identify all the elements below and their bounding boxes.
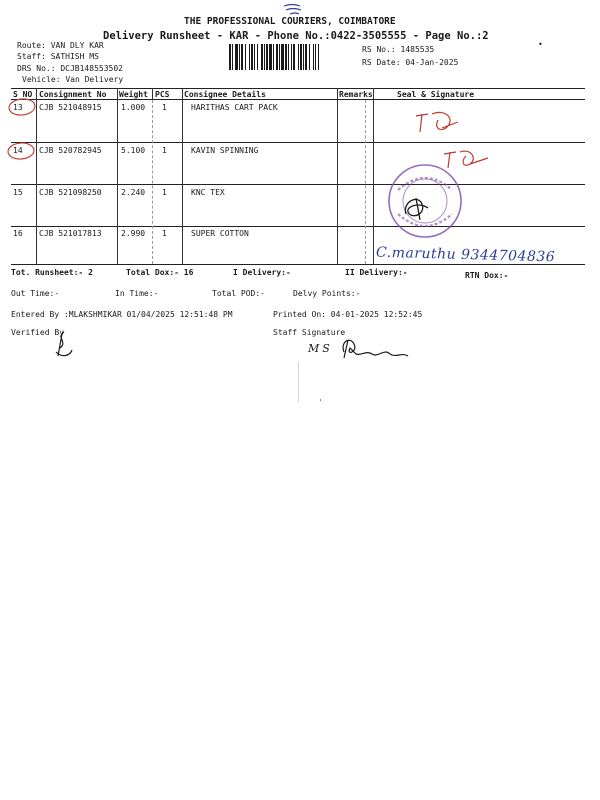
row-13-consignee: HARITHAS CART PACK [191,103,278,112]
col-divider-2 [117,88,118,264]
delvy-points: Delvy Points:- [293,289,361,298]
row-16-consignment: CJB 521017813 [39,229,102,238]
row-16-sno: 16 [13,229,23,238]
in-time: In Time:- [115,289,159,298]
staff-label: Staff: SATHISH MS [17,52,99,61]
row-13-pcs: 1 [162,103,167,112]
remarks-dotted-divider [365,100,366,264]
total-dox: Total Dox:- 16 [126,268,194,277]
scan-fold-line [298,362,299,402]
row-15-weight: 2.240 [121,188,146,197]
rs-number: RS No.: 1485535 [362,45,435,54]
row-14-pcs: 1 [162,146,167,155]
rs-date: RS Date: 04-Jan-2025 [362,58,459,67]
drs-number: DRS No.: DCJB148553502 [17,64,123,73]
pen-circle-13 [6,96,42,118]
pcs-dotted-divider [152,100,153,264]
row-15-consignee: KNC TEX [191,188,225,197]
tot-runsheet: Tot. Runsheet:- 2 [11,268,93,277]
row-rule-2 [11,184,585,185]
staff-signature [338,334,412,362]
table-top-rule [11,88,585,89]
header-remarks: Remarks [339,90,373,99]
row-16-pcs: 1 [162,229,167,238]
row-15-pcs: 1 [162,188,167,197]
col-divider-6 [373,88,374,264]
i-delivery: I Delivery:- [233,268,291,277]
vehicle-label: Vehicle: Van Delivery [22,75,124,84]
pen-scribble-top [282,2,304,16]
entered-by: Entered By :MLAKSHMIKAR 01/04/2025 12:51:48 PM [11,310,233,319]
row-13-weight: 1.000 [121,103,146,112]
ii-delivery: II Delivery:- [345,268,408,277]
col-divider-5 [337,88,338,264]
row-15-sno: 15 [13,188,23,197]
row-15-consignment: CJB 521098250 [39,188,102,197]
row-14-consignee: KAVIN SPINNING [191,146,259,155]
row-14-sno: 14 [13,146,23,155]
rtn-dox: RTN Dox:- [465,271,509,280]
row-14-weight: 5.100 [121,146,146,155]
route-label: Route: VAN DLY KAR [17,41,104,50]
verified-signature [50,330,76,360]
header-sno: S NO [13,90,33,99]
col-divider-4 [182,88,183,264]
dot-mark: • [538,40,543,49]
report-subtitle: Delivery Runsheet - KAR - Phone No.:0422-3505555 - Page No.:2 [103,30,489,42]
col-divider-3 [152,88,153,100]
pen-circle-14 [4,140,42,162]
row-13-consignment: CJB 521048915 [39,103,102,112]
scan-dot: ' [318,398,323,407]
stamp-signature [398,190,438,224]
row-rule-1 [11,142,585,143]
row-13-sno: 13 [13,103,23,112]
signature-row-13 [412,106,474,138]
total-pod: Total POD:- [212,289,265,298]
table-header-rule [11,99,585,100]
header-weight: Weight [119,90,148,99]
header-consignment: Consignment No [39,90,107,99]
row-rule-3 [11,226,585,227]
printed-on: Printed On: 04-01-2025 12:52:45 [273,310,423,319]
row-16-weight: 2.990 [121,229,146,238]
header-consignee: Consignee Details [184,90,266,99]
header-seal: Seal & Signature [397,90,475,99]
verified-by: Verified By [11,328,64,337]
barcode [229,44,355,70]
handwritten-receiver: C.maruthu 9344704836 [375,244,556,266]
table-bottom-rule [11,264,585,265]
row-16-consignee: SUPER COTTON [191,229,249,238]
staff-initials: MS [308,342,333,355]
staff-signature-label: Staff Signature [273,328,346,337]
row-14-consignment: CJB 520782945 [39,146,102,155]
report-title: THE PROFESSIONAL COURIERS, COIMBATORE [184,16,396,27]
header-pcs: PCS [155,90,170,99]
out-time: Out Time:- [11,289,60,298]
